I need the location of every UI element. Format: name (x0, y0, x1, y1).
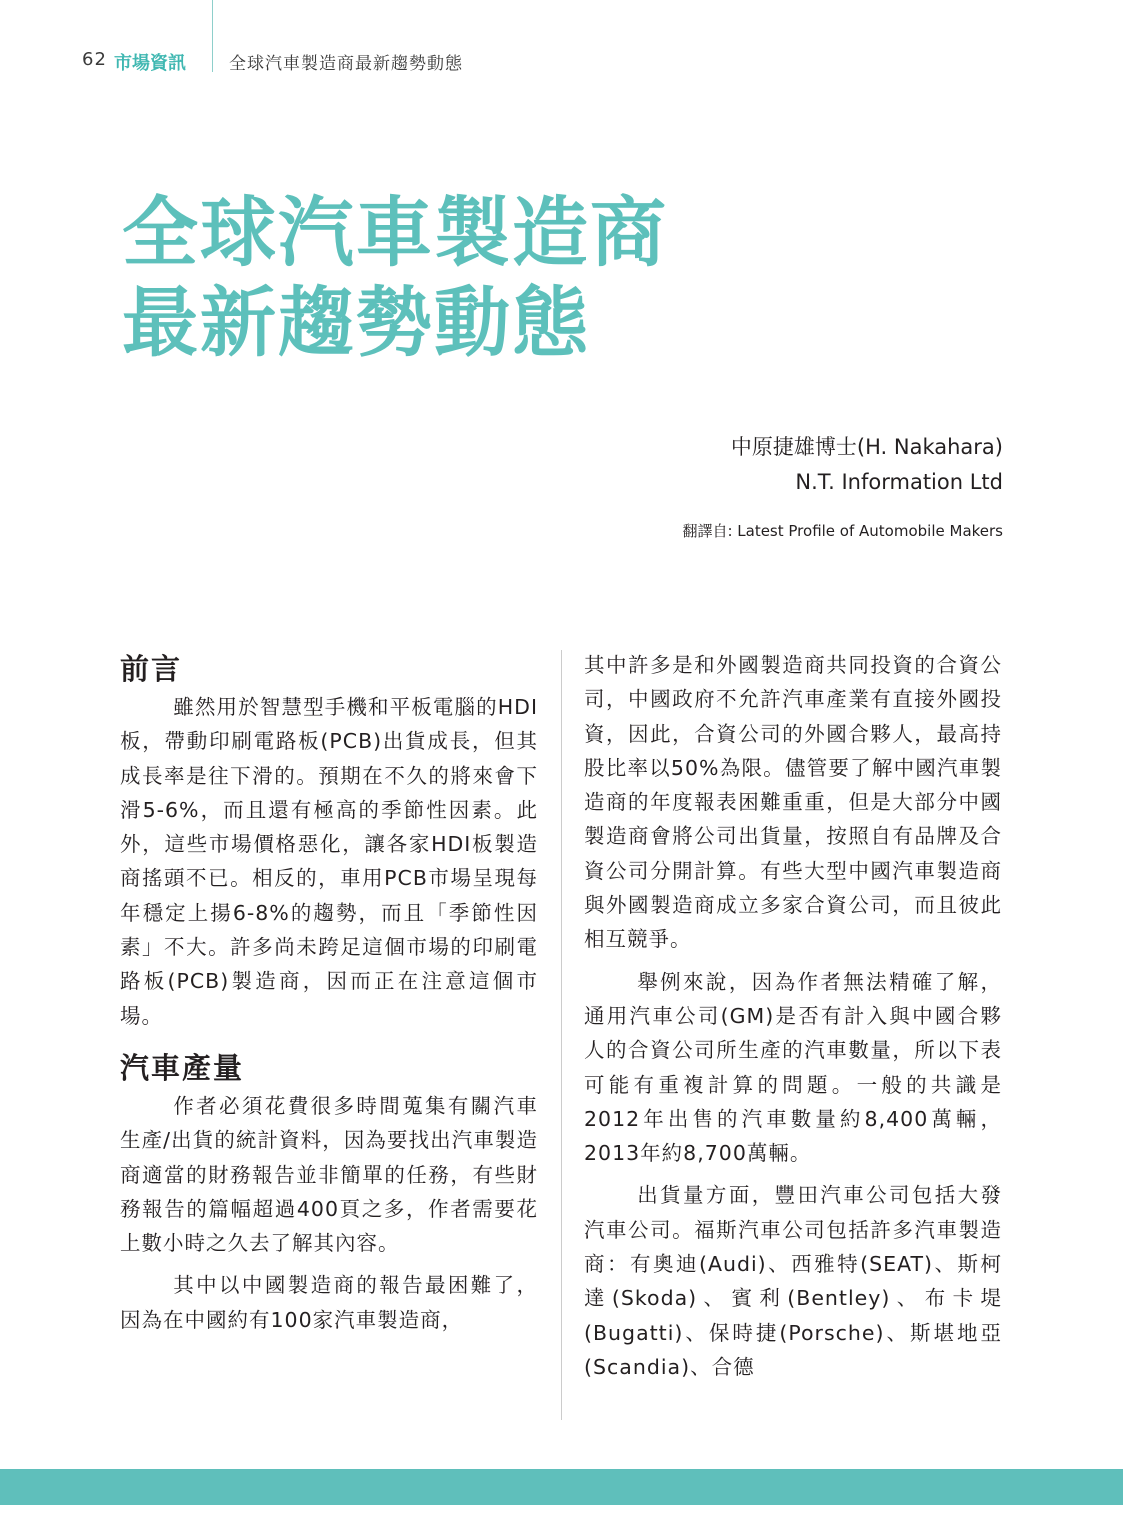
running-title: 全球汽車製造商最新趨勢動態 (229, 54, 463, 74)
author-company: N.T. Information Ltd (795, 470, 1003, 494)
paragraph: 作者必須花費很多時間蒐集有關汽車生產/出貨的統計資料，因為要找出汽車製造商適當的財務報告並非簡單的任務，有些財務報告的篇幅超過400頁之多，作者需要花上數小時之久去了解其內容。 (120, 1093, 538, 1256)
right-column (584, 648, 1002, 1384)
article-title (122, 188, 668, 368)
section-heading-intro: 前言 (120, 652, 183, 686)
article-title-line2: 最新趨勢動態 (122, 278, 590, 367)
article-title-line1: 全球汽車製造商 (122, 188, 668, 277)
paragraph: 其中許多是和外國製造商共同投資的合資公司，中國政府不允許汽車產業有直接外國投資，因此，合資公司的外國合夥人，最高持股比率以50%為限。儘管要了解中國汽車製造商的年度報表困難重重，但是大部分中國製造商會將公司出貨量，按照自有品牌及合資公司分開計算。有些大型中國汽車製造商與外國製造商成立多家合資公司，而且彼此相互競爭。 (584, 653, 1002, 952)
paragraph: 舉例來說，因為作者無法精確了解，通用汽車公司(GM)是否有計入與中國合夥人的合資公司所生產的汽車數量，所以下表可能有重複計算的問題。一般的共識是2012年出售的汽車數量約8,400萬輛，2013年約8,700萬輛。 (584, 969, 1002, 1166)
left-column (120, 648, 538, 1337)
section-label: 市場資訊 (114, 53, 186, 74)
paragraph: 其中以中國製造商的報告最困難了，因為在中國約有100家汽車製造商， (120, 1273, 538, 1332)
section-heading-production: 汽車產量 (120, 1050, 245, 1085)
footer-bar (0, 1469, 1123, 1505)
paragraph: 出貨量方面，豐田汽車公司包括大發汽車公司。福斯汽車公司包括許多汽車製造商：有奧迪(Audi)、西雅特(SEAT)、斯柯達(Skoda)、賓利(Bentley)、布卡堤(Bugatti)、保時捷(Porsche)、斯堪地亞(Scandia)、合德 (584, 1183, 1002, 1379)
author-name: 中原捷雄博士(H. Nakahara) (730, 435, 1003, 459)
paragraph: 雖然用於智慧型手機和平板電腦的HDI板，帶動印刷電路板(PCB)出貨成長，但其成長率是往下滑的。預期在不久的將來會下滑5-6%，而且還有極高的季節性因素。此外，這些市場價格惡化，讓各家HDI板製造商搖頭不已。相反的，車用PCB市場呈現每年穩定上揚6-8%的趨勢，而且「季節性因素」不大。許多尚未跨足這個市場的印刷電路板(PCB)製造商，因而正在注意這個市場。 (120, 695, 538, 1028)
column-divider (561, 650, 562, 1420)
translation-source: 翻譯自: Latest Profile of Automobile Makers (682, 522, 1003, 540)
page-number: 62 (82, 49, 107, 70)
header-divider (212, 0, 213, 72)
author-block (731, 430, 1003, 500)
